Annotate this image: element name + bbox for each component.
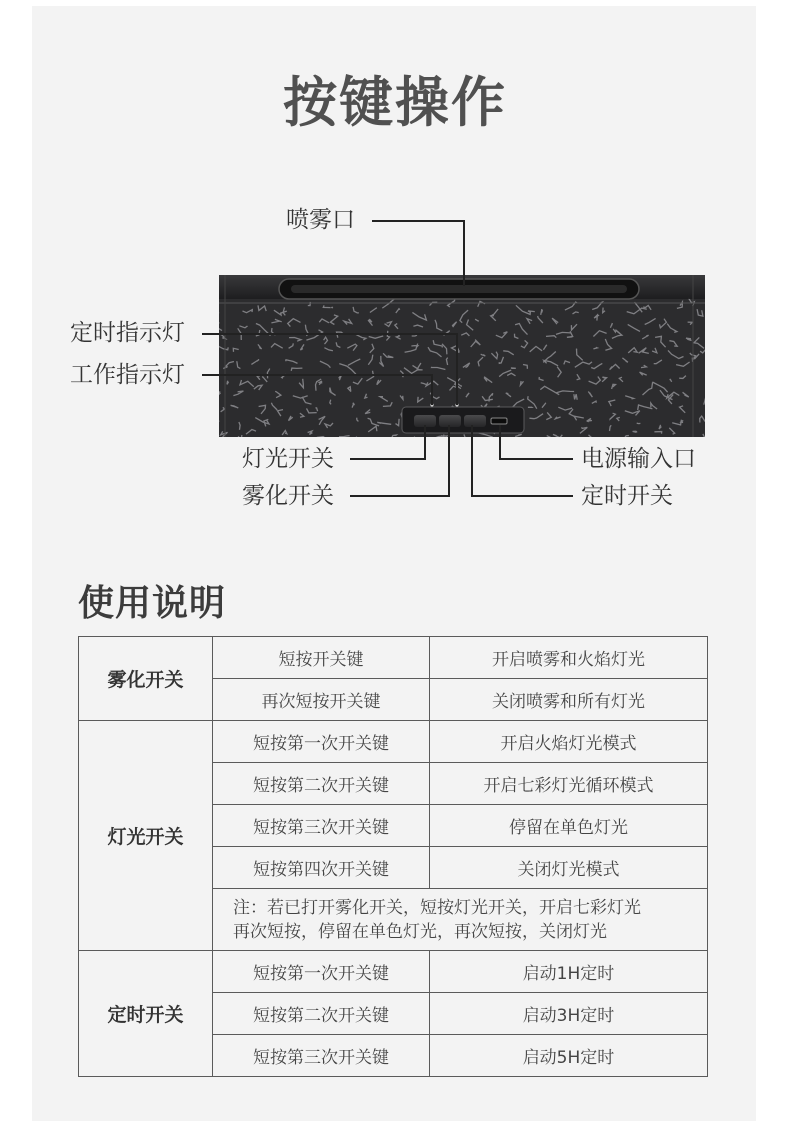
result-cell: 开启七彩灯光循环模式 (430, 763, 708, 805)
action-cell: 短按第一次开关键 (213, 951, 430, 993)
power-input-leader-v (499, 425, 501, 459)
group-cell-mist: 雾化开关 (79, 637, 213, 721)
light-switch-leader-h (350, 458, 426, 460)
result-cell: 开启火焰灯光模式 (430, 721, 708, 763)
table-row (79, 637, 708, 679)
action-cell: 短按第一次开关键 (213, 721, 430, 763)
label-work-indicator: 工作指示灯 (70, 362, 185, 388)
timer-switch-leader-h (471, 495, 573, 497)
label-timer-switch: 定时开关 (581, 483, 673, 509)
result-cell: 开启喷雾和火焰灯光 (430, 637, 708, 679)
result-cell: 关闭灯光模式 (430, 847, 708, 889)
group-cell-light: 灯光开关 (79, 721, 213, 951)
label-power-input: 电源输入口 (581, 446, 696, 472)
page-title: 按键操作 (283, 71, 507, 134)
usb-port (491, 418, 507, 424)
mist-switch-leader-v (448, 425, 450, 497)
spray-leader-h (372, 220, 464, 222)
humidifier-device-image (219, 275, 705, 437)
group-cell-timer: 定时开关 (79, 951, 213, 1077)
table-row (79, 721, 708, 763)
result-cell: 停留在单色灯光 (430, 805, 708, 847)
label-timer-indicator: 定时指示灯 (70, 320, 185, 346)
action-cell: 短按第二次开关键 (213, 763, 430, 805)
result-cell: 关闭喷雾和所有灯光 (430, 679, 708, 721)
timer-indicator-leader-v (456, 333, 458, 405)
label-spray-outlet: 喷雾口 (286, 207, 355, 233)
power-input-leader-h (499, 458, 573, 460)
action-cell: 再次短按开关键 (213, 679, 430, 721)
label-light-switch: 灯光开关 (242, 446, 334, 472)
action-cell: 短按第三次开关键 (213, 1035, 430, 1077)
note-line-1: 注：若已打开雾化开关，短按灯光开关，开启七彩灯光 (233, 897, 641, 918)
timer-indicator-leader-h (202, 333, 457, 335)
note-line-2: 再次短按，停留在单色灯光，再次短按，关闭灯光 (233, 921, 607, 942)
instruction-table (78, 636, 708, 1077)
result-cell: 启动1H定时 (430, 951, 708, 993)
work-indicator-leader-h (202, 374, 432, 376)
timer-button (464, 415, 486, 427)
note-cell (213, 889, 708, 951)
action-cell: 短按开关键 (213, 637, 430, 679)
mist-button (439, 415, 461, 427)
action-cell: 短按第四次开关键 (213, 847, 430, 889)
section-title: 使用说明 (78, 583, 227, 624)
timer-switch-leader-v (471, 425, 473, 497)
label-mist-switch: 雾化开关 (242, 483, 334, 509)
light-switch-leader-v (424, 425, 426, 459)
action-cell: 短按第二次开关键 (213, 993, 430, 1035)
result-cell: 启动3H定时 (430, 993, 708, 1035)
spray-leader-v (463, 220, 465, 286)
action-cell: 短按第三次开关键 (213, 805, 430, 847)
work-indicator-leader-v (431, 374, 433, 405)
result-cell: 启动5H定时 (430, 1035, 708, 1077)
device-body-graphic (219, 275, 705, 437)
mist-switch-leader-h (350, 495, 450, 497)
table-row (79, 951, 708, 993)
